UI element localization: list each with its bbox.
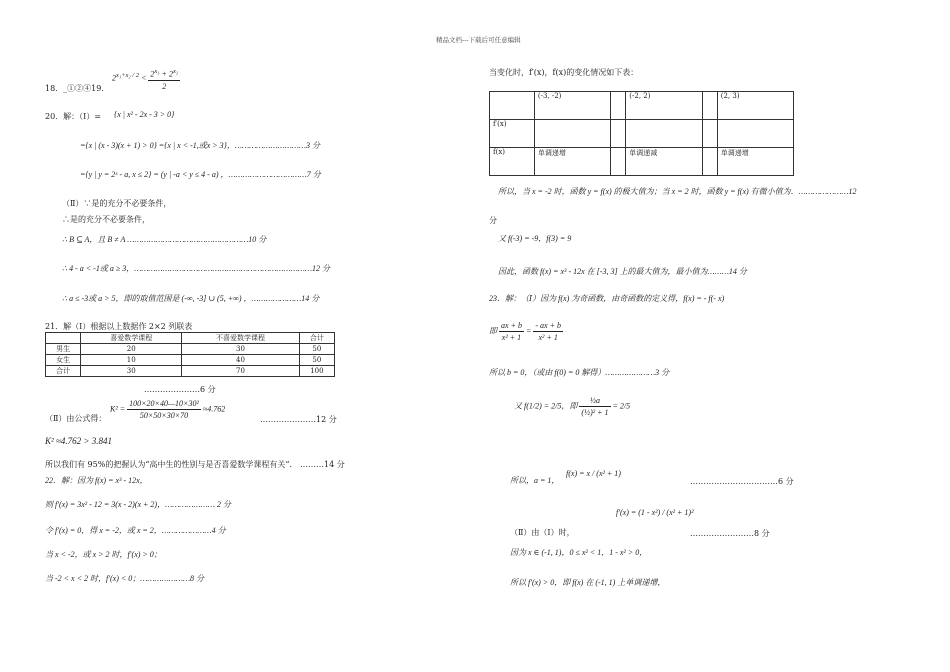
q23-part2: （Ⅱ）由（Ⅰ）时， — [510, 528, 575, 537]
q21-denominator: 50×50×30×70 — [139, 411, 189, 420]
q23-increasing: 所以 f′(x) > 0，即 f(x) 在 (-1, 1) 上单调递增， — [510, 578, 666, 587]
table-cell: 单调递增 — [717, 148, 793, 176]
q23-half-result: = 2/5 — [612, 401, 631, 411]
q20-line-h: ∴ a ≤ -3或 a > 5，即的取值范围是 (-∞, -3] ∪ (5, +∞) ，…………………14 分 — [62, 294, 320, 303]
q21-conclusion: 所以我们有 95%的把握认为“高中生的性别与是否喜爱数学课程有关”． ………14 分 — [45, 460, 345, 469]
q23-b-zero: 所以 b = 0，（或由 f(0) = 0 解得）…………………3 分 — [489, 368, 670, 377]
q19-inequality: $2^{x_1+x_2 / 2}$ < $\frac{2^{x_1} + 2^{x_2}}{2}$ — [112, 68, 179, 91]
monotonicity-table — [489, 91, 794, 176]
q21-heading: 21．解（Ⅰ）根据以上数据作 2×2 列联表 — [45, 322, 193, 331]
page-header: 精品文档---下载后可任意编辑 — [436, 36, 521, 44]
table-cell: 40 — [182, 355, 299, 366]
q21-result: ≈4.762 — [202, 404, 226, 414]
q22-heading: 22．解：因为 f(x) = x³ - 12x， — [45, 476, 148, 485]
table-cell: 20 — [81, 344, 182, 355]
q22-line-a: 则 f′(x) = 3x² - 12 = 3(x - 2)(x + 2)，………………… 2 分 — [45, 500, 231, 509]
table-row — [46, 344, 335, 355]
q18-answer: 18．_①②④19． — [45, 84, 110, 93]
q23-prefix: 即 — [489, 326, 497, 336]
table-cell: (2, 3) — [717, 92, 793, 120]
table-row — [490, 120, 794, 148]
table-cell: 合计 — [46, 366, 81, 377]
table-cell — [717, 120, 793, 148]
q20-set-a: {x | x² - 2x - 3 > 0} — [114, 110, 175, 119]
q23-a-one: 所以，a = 1， — [510, 476, 560, 485]
table-cell: 不喜爱数学课程 — [182, 333, 299, 344]
table-cell — [534, 120, 610, 148]
q23-frac-left: $\frac{ax + b}{\text{x² + 1}}$ — [501, 321, 522, 342]
table-cell: 女生 — [46, 355, 81, 366]
q23-range: 因为 x ∈ (-1, 1)，0 ≤ x² < 1，1 - x² > 0， — [510, 548, 648, 557]
table-row — [46, 366, 335, 377]
q23-half-prefix: 又 f(1/2) = 2/5，即 — [514, 401, 578, 411]
table-cell: 50 — [299, 355, 334, 366]
table-cell: 30 — [81, 366, 182, 377]
q23-half-frac: $\frac{\text{½a}}{\text{(½)² + 1}}$ — [581, 396, 609, 417]
q20-line-f: ∴ B ⊆ A，且 B ≠ A ……………………………………………10 分 — [62, 235, 267, 244]
table-cell — [626, 120, 702, 148]
q20-line-c: ={y | y = 2ˣ - a, x ≤ 2} = (y | -a < y ≤ 4 - a) ，……………………………7 分 — [80, 170, 321, 179]
table-cell: 喜爱数学课程 — [81, 333, 182, 344]
r-extrema: 所以，当 x = -2 时，函数 y = f(x) 的极大值为；当 x = 2 时，函数 y = f(x) 有微小值为．…………………12 — [498, 187, 857, 196]
q20-heading: 20．解：（Ⅰ）= — [45, 112, 102, 121]
r-values: 又 f(-3) = -9，f(3) = 9 — [498, 234, 572, 243]
q22-line-c: 当 x < -2，或 x > 2 时，f′(x) > 0； — [45, 550, 162, 559]
table-row — [46, 355, 335, 366]
q21-numerator: 100×20×40—10×30² — [129, 399, 199, 408]
q20-part2: （Ⅱ）∵是的充分不必要条件， — [62, 199, 172, 208]
q23-derivative: f′(x) = (1 - x²) / (x² + 1)² — [616, 508, 694, 517]
table-cell — [46, 333, 81, 344]
q23-f-formula: f(x) = x / (x² + 1) — [566, 469, 621, 478]
table-cell — [611, 148, 626, 176]
q23-score6: ……………………………6 分 — [690, 477, 794, 486]
q23-half-eq — [514, 395, 630, 418]
q20-line-g: ∴ 4 - a < -1或 a ≥ 3，…………………………………………………………………12 分 — [62, 264, 331, 273]
q21-part2: （Ⅱ）由公式得： — [45, 414, 107, 423]
q20-line-e: ∴是的充分不必要条件， — [62, 215, 150, 224]
table-cell — [702, 148, 717, 176]
r-maxmin: 因此，函数 f(x) = x³ - 12x 在 [-3, 3] 上的最大值为，最小值为………14 分 — [498, 267, 747, 276]
table-cell — [702, 92, 717, 120]
table-cell: 70 — [182, 366, 299, 377]
table-cell: f′(x) — [490, 120, 535, 148]
q23-odd-eq: 即 $\frac{ax + b}{\text{x² + 1}}$ = $\frac{- ax + b}{\text{x² + 1}}$ — [489, 321, 561, 342]
table-row — [46, 333, 335, 344]
table-cell — [611, 92, 626, 120]
q21-formula: K² = $\frac{\text{100×20×40—10×30²}}{50\times 50\times 30\times 70}$ ≈4.762 — [110, 399, 226, 420]
table-cell: 50 — [299, 344, 334, 355]
table-cell: 单调递减 — [626, 148, 702, 176]
q23-heading: 23．解：（Ⅰ）因为 f(x) 为奇函数，由奇函数的定义得，f(x) = - f(- x) — [489, 294, 725, 303]
q23-score8: ……………………8 分 — [690, 529, 770, 538]
table-cell: 10 — [81, 355, 182, 366]
q21-compare: K² ≈4.762 > 3.841 — [45, 436, 112, 446]
table-cell: (-3, -2) — [534, 92, 610, 120]
table-cell: 单调递增 — [534, 148, 610, 176]
table-cell — [490, 92, 535, 120]
table-cell: 男生 — [46, 344, 81, 355]
table-row — [490, 148, 794, 176]
q21-score6: …………………6 分 — [144, 385, 216, 394]
q19-fraction: $\frac{2^{x_1} + 2^{x_2}}{2}$ — [150, 68, 179, 91]
q21-score12: …………………12 分 — [260, 415, 337, 424]
table-cell: f(x) — [490, 148, 535, 176]
table-cell: 100 — [299, 366, 334, 377]
q22-line-d: 当 -2 < x < 2 时，f′(x) < 0；…………………8 分 — [45, 574, 205, 583]
contingency-table — [45, 332, 335, 377]
q20-line-b: ={x | (x - 3)(x + 1) > 0} ={x | x < -1,或x > 3}，…………………………3 分 — [80, 141, 321, 150]
table-row — [490, 92, 794, 120]
table-cell: 合计 — [299, 333, 334, 344]
r-intro: 当变化时，f′(x)，f(x)的变化情况如下表： — [489, 68, 639, 77]
table-cell — [702, 120, 717, 148]
r-fen: 分 — [489, 216, 497, 225]
q22-line-b: 令 f′(x) = 0，得 x = -2，或 x = 2，…………………4 分 — [45, 526, 226, 535]
q23-frac-right: $\frac{- ax + b}{\text{x² + 1}}$ — [535, 321, 561, 342]
table-cell: (-2, 2) — [626, 92, 702, 120]
table-cell: 30 — [182, 344, 299, 355]
q19-base: 2 — [112, 73, 116, 83]
table-cell — [611, 120, 626, 148]
